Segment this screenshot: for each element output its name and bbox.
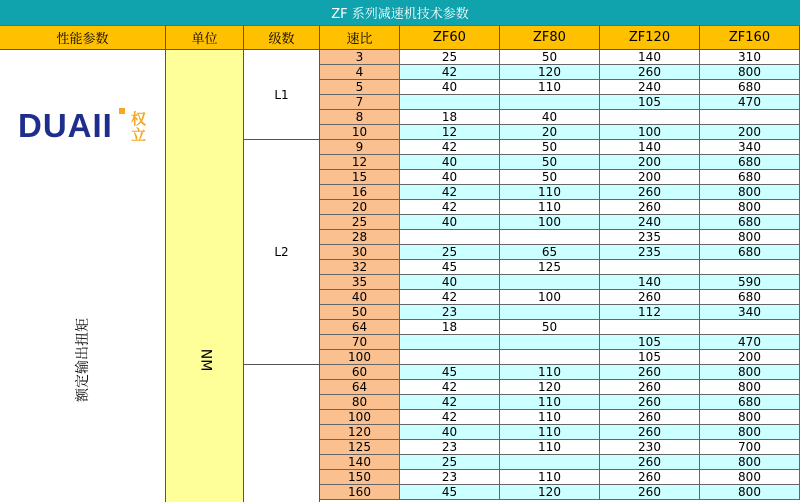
torque-cell-zf120: 240 bbox=[600, 80, 700, 95]
torque-cell-zf60 bbox=[400, 95, 500, 110]
torque-cell-zf160: 680 bbox=[700, 215, 800, 230]
torque-cell-zf160: 800 bbox=[700, 380, 800, 395]
torque-cell-zf160: 590 bbox=[700, 275, 800, 290]
logo-cn-bottom: 立 bbox=[131, 126, 147, 144]
torque-cell-zf60: 45 bbox=[400, 260, 500, 275]
torque-cell-zf160: 340 bbox=[700, 305, 800, 320]
torque-cell-zf60: 40 bbox=[400, 170, 500, 185]
torque-cell-zf120: 260 bbox=[600, 185, 700, 200]
torque-cell-zf120 bbox=[600, 260, 700, 275]
ratio-cell: 8 bbox=[320, 110, 400, 125]
torque-cell-zf120: 260 bbox=[600, 365, 700, 380]
torque-cell-zf60: 12 bbox=[400, 125, 500, 140]
torque-cell-zf80: 110 bbox=[500, 440, 600, 455]
torque-cell-zf80: 110 bbox=[500, 80, 600, 95]
torque-cell-zf120: 105 bbox=[600, 350, 700, 365]
torque-cell-zf80: 20 bbox=[500, 125, 600, 140]
torque-cell-zf60: 40 bbox=[400, 80, 500, 95]
torque-cell-zf120: 140 bbox=[600, 275, 700, 290]
torque-cell-zf80: 110 bbox=[500, 410, 600, 425]
ratio-cell: 160 bbox=[320, 485, 400, 500]
torque-cell-zf60: 42 bbox=[400, 380, 500, 395]
torque-cell-zf80: 120 bbox=[500, 380, 600, 395]
logo-text: DUAII bbox=[18, 107, 113, 144]
brand-logo bbox=[18, 106, 166, 146]
torque-cell-zf120: 260 bbox=[600, 485, 700, 500]
ratio-cell: 140 bbox=[320, 455, 400, 470]
header-zf120: ZF120 bbox=[600, 26, 700, 50]
unit-label: NM bbox=[197, 348, 213, 372]
torque-cell-zf120 bbox=[600, 320, 700, 335]
torque-cell-zf80: 50 bbox=[500, 155, 600, 170]
torque-cell-zf160: 310 bbox=[700, 50, 800, 65]
torque-cell-zf80: 110 bbox=[500, 425, 600, 440]
torque-cell-zf160 bbox=[700, 110, 800, 125]
torque-cell-zf160: 800 bbox=[700, 485, 800, 500]
table-row bbox=[320, 305, 800, 320]
torque-cell-zf60 bbox=[400, 335, 500, 350]
torque-cell-zf60: 42 bbox=[400, 65, 500, 80]
ratio-cell: 125 bbox=[320, 440, 400, 455]
level-l2 bbox=[244, 140, 320, 365]
table-row bbox=[320, 380, 800, 395]
torque-cell-zf120: 230 bbox=[600, 440, 700, 455]
table-row bbox=[320, 455, 800, 470]
ratio-cell: 20 bbox=[320, 200, 400, 215]
ratio-cell: 64 bbox=[320, 380, 400, 395]
table-row bbox=[320, 410, 800, 425]
torque-cell-zf80: 50 bbox=[500, 140, 600, 155]
ratio-cell: 15 bbox=[320, 170, 400, 185]
header-zf160: ZF160 bbox=[700, 26, 800, 50]
logo-cn-top: 权 bbox=[131, 110, 147, 128]
torque-cell-zf160: 680 bbox=[700, 80, 800, 95]
table-row bbox=[320, 425, 800, 440]
torque-cell-zf60: 23 bbox=[400, 305, 500, 320]
table-row bbox=[320, 185, 800, 200]
table-row bbox=[320, 50, 800, 65]
torque-cell-zf120: 105 bbox=[600, 335, 700, 350]
ratio-cell: 5 bbox=[320, 80, 400, 95]
header-zf60: ZF60 bbox=[400, 26, 500, 50]
torque-cell-zf60 bbox=[400, 230, 500, 245]
torque-cell-zf60: 25 bbox=[400, 50, 500, 65]
torque-cell-zf60: 23 bbox=[400, 440, 500, 455]
torque-cell-zf120: 112 bbox=[600, 305, 700, 320]
table-row bbox=[320, 440, 800, 455]
torque-cell-zf160: 680 bbox=[700, 395, 800, 410]
header-level: 级数 bbox=[244, 26, 320, 50]
torque-cell-zf160: 680 bbox=[700, 245, 800, 260]
torque-cell-zf80: 50 bbox=[500, 320, 600, 335]
torque-cell-zf160: 700 bbox=[700, 440, 800, 455]
torque-cell-zf160: 470 bbox=[700, 95, 800, 110]
table-row bbox=[320, 230, 800, 245]
torque-cell-zf80: 125 bbox=[500, 260, 600, 275]
ratio-cell: 120 bbox=[320, 425, 400, 440]
ratio-cell: 3 bbox=[320, 50, 400, 65]
torque-cell-zf60: 42 bbox=[400, 185, 500, 200]
torque-cell-zf80: 110 bbox=[500, 200, 600, 215]
table-row bbox=[320, 290, 800, 305]
torque-cell-zf120: 140 bbox=[600, 50, 700, 65]
torque-cell-zf80: 110 bbox=[500, 470, 600, 485]
torque-cell-zf120 bbox=[600, 110, 700, 125]
torque-cell-zf160 bbox=[700, 320, 800, 335]
table-row bbox=[320, 395, 800, 410]
table-row bbox=[320, 65, 800, 80]
ratio-cell: 32 bbox=[320, 260, 400, 275]
torque-cell-zf120: 260 bbox=[600, 290, 700, 305]
torque-cell-zf160: 470 bbox=[700, 335, 800, 350]
torque-cell-zf120: 260 bbox=[600, 410, 700, 425]
torque-cell-zf80 bbox=[500, 305, 600, 320]
ratio-cell: 30 bbox=[320, 245, 400, 260]
torque-cell-zf80 bbox=[500, 455, 600, 470]
torque-cell-zf60: 25 bbox=[400, 245, 500, 260]
header-unit: 单位 bbox=[166, 26, 244, 50]
ratio-cell: 35 bbox=[320, 275, 400, 290]
table-row bbox=[320, 320, 800, 335]
ratio-cell: 80 bbox=[320, 395, 400, 410]
level-l1-label: L1 bbox=[274, 87, 289, 102]
table-row bbox=[320, 245, 800, 260]
table-row bbox=[320, 80, 800, 95]
torque-cell-zf160: 800 bbox=[700, 410, 800, 425]
torque-cell-zf80: 110 bbox=[500, 185, 600, 200]
torque-cell-zf160: 340 bbox=[700, 140, 800, 155]
header-ratio: 速比 bbox=[320, 26, 400, 50]
torque-cell-zf60: 18 bbox=[400, 320, 500, 335]
torque-cell-zf80: 110 bbox=[500, 395, 600, 410]
torque-cell-zf160: 680 bbox=[700, 170, 800, 185]
table-row bbox=[320, 125, 800, 140]
ratio-cell: 100 bbox=[320, 350, 400, 365]
torque-cell-zf60: 18 bbox=[400, 110, 500, 125]
table-row bbox=[320, 485, 800, 500]
torque-cell-zf160: 800 bbox=[700, 425, 800, 440]
torque-cell-zf120: 140 bbox=[600, 140, 700, 155]
torque-cell-zf80: 65 bbox=[500, 245, 600, 260]
ratio-cell: 12 bbox=[320, 155, 400, 170]
torque-cell-zf60: 42 bbox=[400, 200, 500, 215]
header-perf: 性能参数 bbox=[0, 26, 166, 50]
torque-cell-zf160: 800 bbox=[700, 365, 800, 380]
ratio-cell: 100 bbox=[320, 410, 400, 425]
ratio-cell: 60 bbox=[320, 365, 400, 380]
ratio-cell: 16 bbox=[320, 185, 400, 200]
table-row bbox=[320, 200, 800, 215]
level-l3 bbox=[244, 365, 320, 502]
table-row bbox=[320, 155, 800, 170]
perf-label: 额定输出扭矩 bbox=[75, 318, 91, 402]
torque-cell-zf120: 260 bbox=[600, 470, 700, 485]
torque-cell-zf120: 260 bbox=[600, 200, 700, 215]
torque-cell-zf60: 42 bbox=[400, 140, 500, 155]
table-row bbox=[320, 95, 800, 110]
ratio-cell: 64 bbox=[320, 320, 400, 335]
torque-cell-zf120: 105 bbox=[600, 95, 700, 110]
torque-cell-zf60: 42 bbox=[400, 395, 500, 410]
unit-column bbox=[166, 50, 244, 502]
table-row bbox=[320, 170, 800, 185]
torque-cell-zf80: 110 bbox=[500, 365, 600, 380]
table-row bbox=[320, 110, 800, 125]
torque-cell-zf120: 240 bbox=[600, 215, 700, 230]
table-row bbox=[320, 470, 800, 485]
torque-cell-zf160 bbox=[700, 260, 800, 275]
torque-cell-zf120: 235 bbox=[600, 230, 700, 245]
torque-cell-zf120: 260 bbox=[600, 395, 700, 410]
torque-cell-zf80: 50 bbox=[500, 170, 600, 185]
table-row bbox=[320, 140, 800, 155]
torque-cell-zf160: 800 bbox=[700, 470, 800, 485]
torque-cell-zf160: 800 bbox=[700, 65, 800, 80]
torque-cell-zf60: 40 bbox=[400, 155, 500, 170]
torque-cell-zf120: 260 bbox=[600, 65, 700, 80]
torque-cell-zf160: 800 bbox=[700, 230, 800, 245]
table-row bbox=[320, 260, 800, 275]
torque-cell-zf160: 800 bbox=[700, 455, 800, 470]
ratio-cell: 10 bbox=[320, 125, 400, 140]
torque-cell-zf60: 40 bbox=[400, 215, 500, 230]
torque-cell-zf80: 120 bbox=[500, 485, 600, 500]
table-row bbox=[320, 350, 800, 365]
torque-cell-zf80 bbox=[500, 335, 600, 350]
torque-cell-zf80: 50 bbox=[500, 50, 600, 65]
torque-cell-zf60: 40 bbox=[400, 275, 500, 290]
torque-cell-zf120: 200 bbox=[600, 155, 700, 170]
ratio-cell: 40 bbox=[320, 290, 400, 305]
torque-cell-zf80 bbox=[500, 95, 600, 110]
table-row bbox=[320, 275, 800, 290]
torque-cell-zf80 bbox=[500, 275, 600, 290]
table-row bbox=[320, 365, 800, 380]
perf-label-wrap bbox=[70, 310, 94, 410]
torque-cell-zf120: 200 bbox=[600, 170, 700, 185]
ratio-cell: 70 bbox=[320, 335, 400, 350]
torque-cell-zf60: 42 bbox=[400, 290, 500, 305]
torque-cell-zf120: 260 bbox=[600, 380, 700, 395]
ratio-cell: 25 bbox=[320, 215, 400, 230]
torque-cell-zf80: 100 bbox=[500, 215, 600, 230]
torque-cell-zf80: 100 bbox=[500, 290, 600, 305]
ratio-cell: 150 bbox=[320, 470, 400, 485]
torque-cell-zf120: 235 bbox=[600, 245, 700, 260]
unit-label-wrap bbox=[193, 340, 217, 380]
level-l1 bbox=[244, 50, 320, 140]
torque-cell-zf60: 45 bbox=[400, 365, 500, 380]
level-l2-label: L2 bbox=[274, 245, 289, 259]
torque-cell-zf60: 23 bbox=[400, 470, 500, 485]
torque-cell-zf160: 680 bbox=[700, 155, 800, 170]
torque-cell-zf160: 800 bbox=[700, 185, 800, 200]
table-title: ZF 系列减速机技术参数 bbox=[0, 0, 800, 26]
torque-cell-zf60 bbox=[400, 350, 500, 365]
torque-cell-zf80 bbox=[500, 230, 600, 245]
ratio-cell: 50 bbox=[320, 305, 400, 320]
torque-cell-zf60: 25 bbox=[400, 455, 500, 470]
torque-cell-zf60: 42 bbox=[400, 410, 500, 425]
ratio-cell: 28 bbox=[320, 230, 400, 245]
torque-cell-zf60: 40 bbox=[400, 425, 500, 440]
ratio-cell: 9 bbox=[320, 140, 400, 155]
torque-cell-zf120: 100 bbox=[600, 125, 700, 140]
header-zf80: ZF80 bbox=[500, 26, 600, 50]
torque-cell-zf160: 200 bbox=[700, 350, 800, 365]
torque-cell-zf120: 260 bbox=[600, 425, 700, 440]
torque-cell-zf60: 45 bbox=[400, 485, 500, 500]
table-row bbox=[320, 335, 800, 350]
torque-cell-zf120: 260 bbox=[600, 455, 700, 470]
table-row bbox=[320, 215, 800, 230]
ratio-cell: 7 bbox=[320, 95, 400, 110]
torque-cell-zf80: 120 bbox=[500, 65, 600, 80]
torque-cell-zf80: 40 bbox=[500, 110, 600, 125]
ratio-cell: 4 bbox=[320, 65, 400, 80]
torque-cell-zf160: 200 bbox=[700, 125, 800, 140]
torque-cell-zf160: 800 bbox=[700, 200, 800, 215]
torque-cell-zf80 bbox=[500, 350, 600, 365]
torque-cell-zf160: 680 bbox=[700, 290, 800, 305]
